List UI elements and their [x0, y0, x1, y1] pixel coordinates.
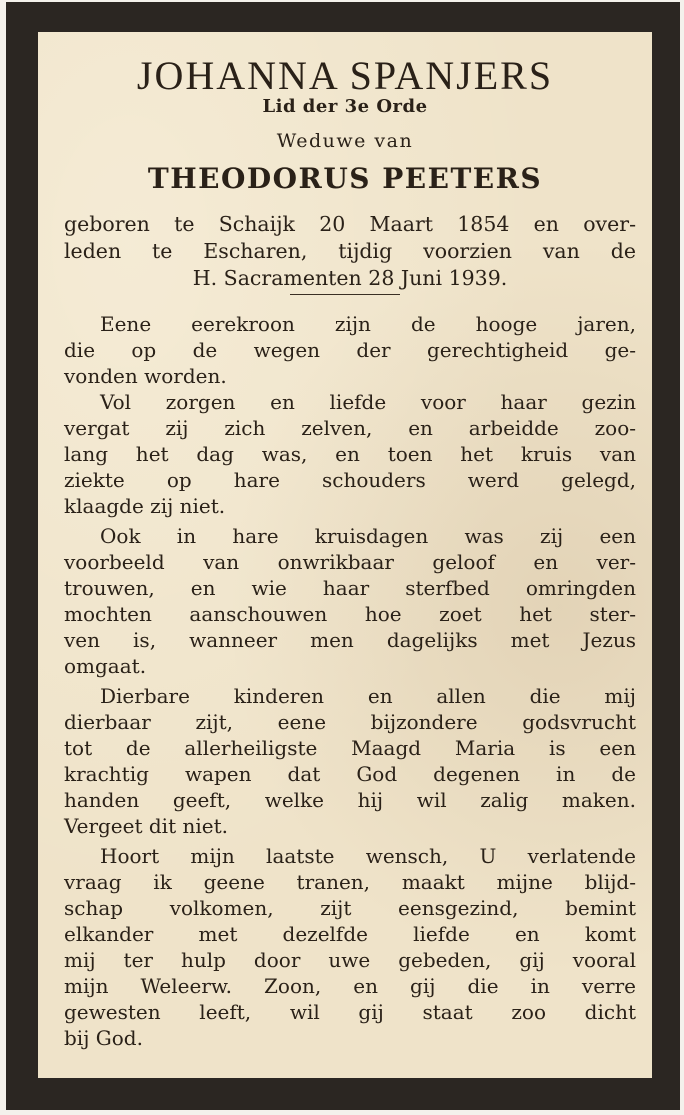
text-line: die op de wegen der gerechtigheid ge- [64, 338, 636, 362]
text-line: omgaat. [64, 654, 147, 678]
text-line: dierbaar zijt, eene bijzondere godsvrucht [64, 710, 636, 734]
text-line: vergat zij zich zelven, en arbeidde zoo- [64, 416, 636, 440]
birth-line: H. Sacramenten 28 Juni 1939. [192, 266, 508, 290]
text-line: krachtig wapen dat God degenen in de [64, 762, 636, 786]
text-line: ven is, wanneer men dagelijks met Jezus [64, 628, 636, 652]
text-line: trouwen, en wie haar sterfbed omringden [64, 576, 636, 600]
widow-of-label: Weduwe van [276, 130, 414, 152]
text-line: Eene eerekroon zijn de hooge jaren, [100, 312, 636, 336]
text-line: klaagde zij niet. [64, 494, 226, 518]
divider-rule [290, 294, 400, 295]
text-line: handen geeft, welke hij wil zalig maken. [64, 788, 636, 812]
text-line: vraag ik geene tranen, maakt mijne blijd- [64, 870, 636, 894]
text-line: mijn Weleerw. Zoon, en gij die in verre [64, 974, 636, 998]
text-line: Hoort mijn laatste wensch, U verlatende [100, 844, 636, 868]
husband-name: THEODORUS PEETERS [147, 162, 543, 195]
memorial-card [38, 32, 652, 1078]
order-membership: Lid der 3e Orde [262, 96, 428, 117]
text-line: mij ter hulp door uwe gebeden, gij vooral [64, 948, 636, 972]
birth-line: geboren te Schaijk 20 Maart 1854 en over- [64, 212, 636, 236]
text-line: voorbeeld van onwrikbaar geloof en ver- [64, 550, 636, 574]
birth-line: leden te Escharen, tijdig voorzien van de [64, 239, 636, 263]
text-line: schap volkomen, zijt eensgezind, bemint [64, 896, 636, 920]
text-line: tot de allerheiligste Maagd Maria is een [64, 736, 636, 760]
text-line: vonden worden. [64, 364, 227, 388]
text-line: ziekte op hare schouders werd gelegd, [64, 468, 636, 492]
text-line: gewesten leeft, wil gij staat zoo dicht [64, 1000, 636, 1024]
text-line: Ook in hare kruisdagen was zij een [100, 524, 636, 548]
deceased-name: JOHANNA SPANJERS [136, 53, 554, 98]
text-line: lang het dag was, en toen het kruis van [64, 442, 636, 466]
text-line: Vergeet dit niet. [64, 814, 228, 838]
text-line: mochten aanschouwen hoe zoet het ster- [64, 602, 636, 626]
text-line: Vol zorgen en liefde voor haar gezin [100, 390, 636, 414]
text-line: Dierbare kinderen en allen die mij [100, 684, 636, 708]
text-line: elkander met dezelfde liefde en komt [64, 922, 636, 946]
text-line: bij God. [64, 1026, 143, 1050]
